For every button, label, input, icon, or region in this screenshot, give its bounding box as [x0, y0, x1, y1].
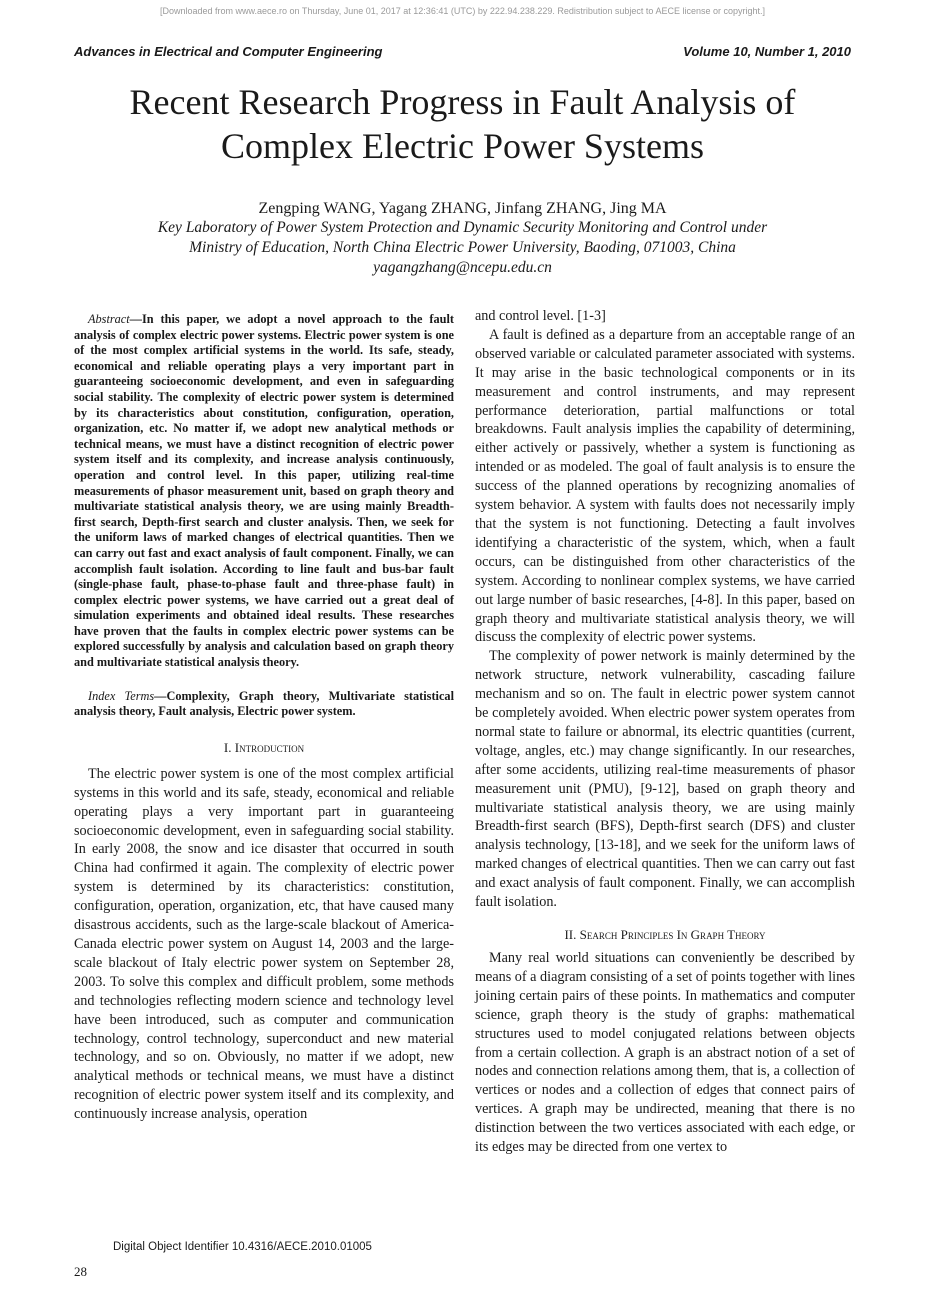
right-column	[475, 307, 855, 1157]
index-terms-text: —Complexity, Graph theory, Multivariate statistical analysis theory, Fault analysis, Electric power system.	[74, 688, 454, 719]
doi-identifier: Digital Object Identifier 10.4316/AECE.2010.01005	[113, 1241, 372, 1253]
section-heading-graph-theory	[475, 927, 855, 943]
affiliation-line-2: Ministry of Education, North China Electric Power University, Baoding, 071003, China	[189, 239, 736, 256]
paragraph: The electric power system is one of the most complex artificial systems in this world and its safe, steady, economical and reliable operating plays a very important part in guaranteeing socioeconomic development, even in safeguarding social stability. In early 2008, the snow and ice disaster that occurred in south China had confirmed it again. The complexity of electric power system is determined by its characteristics: constitution, configuration, operation, organization, etc, that have caused many disastrous accidents, such as the large-scale blackout of America-Canada electric power system on August 14, 2003 and the large-scale blackout of Italy electric power system on September 28, 2003. To solve this complex and difficult problem, some methods and technologies reflecting modern science and technology level have been introduced, such as computer and communication technology, control technology, superconduct and new material technology, and so on. Obviously, no matter if we adopt, new analytical methods or technical means, we must have a distinct recognition of electric power system itself and its complexity, and continuously increase analysis, operation	[74, 765, 454, 1123]
journal-volume: Volume 10, Number 1, 2010	[683, 44, 851, 59]
paragraph: Many real world situations can conveniently be described by means of a diagram consisting of a set of points together with lines joining certain pairs of these points. In mathematics and computer science, graph theory is the study of graphs: mathematical structures used to model conjugated relations between objects from a certain collection. A graph is an abstract notion of a set of nodes and connection relations among them, that is, a collection of vertices or nodes and a collection of edges that connect pairs of vertices. A graph may be undirected, meaning that there is no distinction between the two vertices associated with each edge, or its edges may be directed from one vertex to	[475, 950, 855, 1156]
section-title: Search Principles In Graph Theory	[579, 927, 766, 942]
download-notice: [Downloaded from www.aece.ro on Thursday, June 01, 2017 at 12:36:41 (UTC) by 222.94.238.229. Redistribution subject to AECE license or copyright.]	[159, 6, 765, 16]
paper-title	[60, 80, 865, 168]
paragraph: A fault is defined as a departure from an acceptable range of an observed variable or calculated parameter associated with systems. It may arise in the basic technological components or in its measurement and control instruments, and may represent performance deterioration, partial malfunctions or total breakdowns. Fault analysis implies the capability of determining, either actively or passively, whether a system is functioning as intended or as modeled. The goal of fault analysis is to ensure the success of the planned operations by recognizing anomalies of system behavior. A system with faults does not necessarily imply that the system is not functioning. Detecting a fault involves identifying a characteristic of the system, which, when a fault occurs, can be distinguished from other characteristics of the system. According to nonlinear complex systems, we have carried out large number of basic researches, [4-8]. In this paper, based on graph theory and multivariate statistical analysis theory, we will discuss the complexity of electric power systems.	[475, 326, 855, 646]
paper-title-line-2: Complex Electric Power Systems	[221, 126, 704, 166]
abstract	[74, 312, 454, 671]
affiliation-line-1: Key Laboratory of Power System Protection and Dynamic Security Monitoring and Control under	[157, 219, 768, 236]
section-heading-introduction	[74, 740, 454, 756]
section-numeral: II.	[564, 927, 577, 942]
paragraph-continuation: and control level. [1-3]	[475, 308, 606, 324]
section-title: Introduction	[234, 739, 305, 755]
index-terms	[74, 689, 454, 720]
author-list: Zengping WANG, Yagang ZHANG, Jinfang ZHANG, Jing MA	[258, 200, 667, 217]
abstract-text: —In this paper, we adopt a novel approach to the fault analysis of complex electric power systems. Electric power system is one of the most complex artificial systems in the world. Its safe, steady, economical and reliable operating plays a very important part in guaranteeing socioeconomic development, and even in safeguarding social stability. The complexity of electric power system is determined by its characteristics about constitution, configuration, operation, organization, etc. No matter if, we adopt new analytical methods or technical means, we must have a distinct recognition of electric power system itself and its complexity, and increase analysis continuously, operation and control level. In this paper, utilizing real-time measurements of phasor measurement unit, based on graph theory and multivariate statistical analysis theory, we are using mainly Breadth-first search, Depth-first search and cluster analysis. Then, we seek for the uniform laws of marked changes of electrical quantities. Then we can carry out fast and exact analysis of fault component. Finally, we can accomplish fault isolation. According to line fault and bus-bar fault (single-phase fault, phase-to-phase fault and three-phase fault) in complex electric power systems, we have carried out a great deal of simulation experiments and obtained ideal results. These researches have proven that the faults in complex electric power systems can be explored successfully by analysis and calculation based on graph theory and multivariate statistical analysis theory.	[74, 312, 454, 670]
paper-title-line-1: Recent Research Progress in Fault Analysis of	[129, 82, 796, 122]
paragraph: The complexity of power network is mainly determined by the network structure, network vulnerability, cascading failure mechanism and so on. The fault in electric power system cannot be completely avoided. When electric power system operates from normal state to failure or abnormal, its electric quantities (current, voltage, angles, etc.) may change significantly. In our researches, after some accidents, utilizing real-time measurements of phasor measurement unit (PMU), [9-12], based on graph theory and multivariate statistical analysis theory, we are using mainly Breadth-first search (BFS), Depth-first search (DFS) and cluster analysis technology, [13-18], and we seek for the uniform laws of marked changes of electrical quantities. Then we can carry out fast and exact analysis of fault component. Finally, we can accomplish fault isolation.	[475, 648, 855, 911]
index-terms-lead: Index Terms	[88, 688, 155, 703]
affiliation	[90, 218, 835, 278]
left-column	[74, 312, 454, 1124]
abstract-lead: Abstract	[88, 312, 130, 326]
author-email: yagangzhang@ncepu.edu.cn	[373, 259, 552, 276]
section-numeral: I.	[223, 739, 232, 755]
journal-name: Advances in Electrical and Computer Engineering	[74, 44, 383, 59]
page-number: 28	[74, 1264, 87, 1279]
